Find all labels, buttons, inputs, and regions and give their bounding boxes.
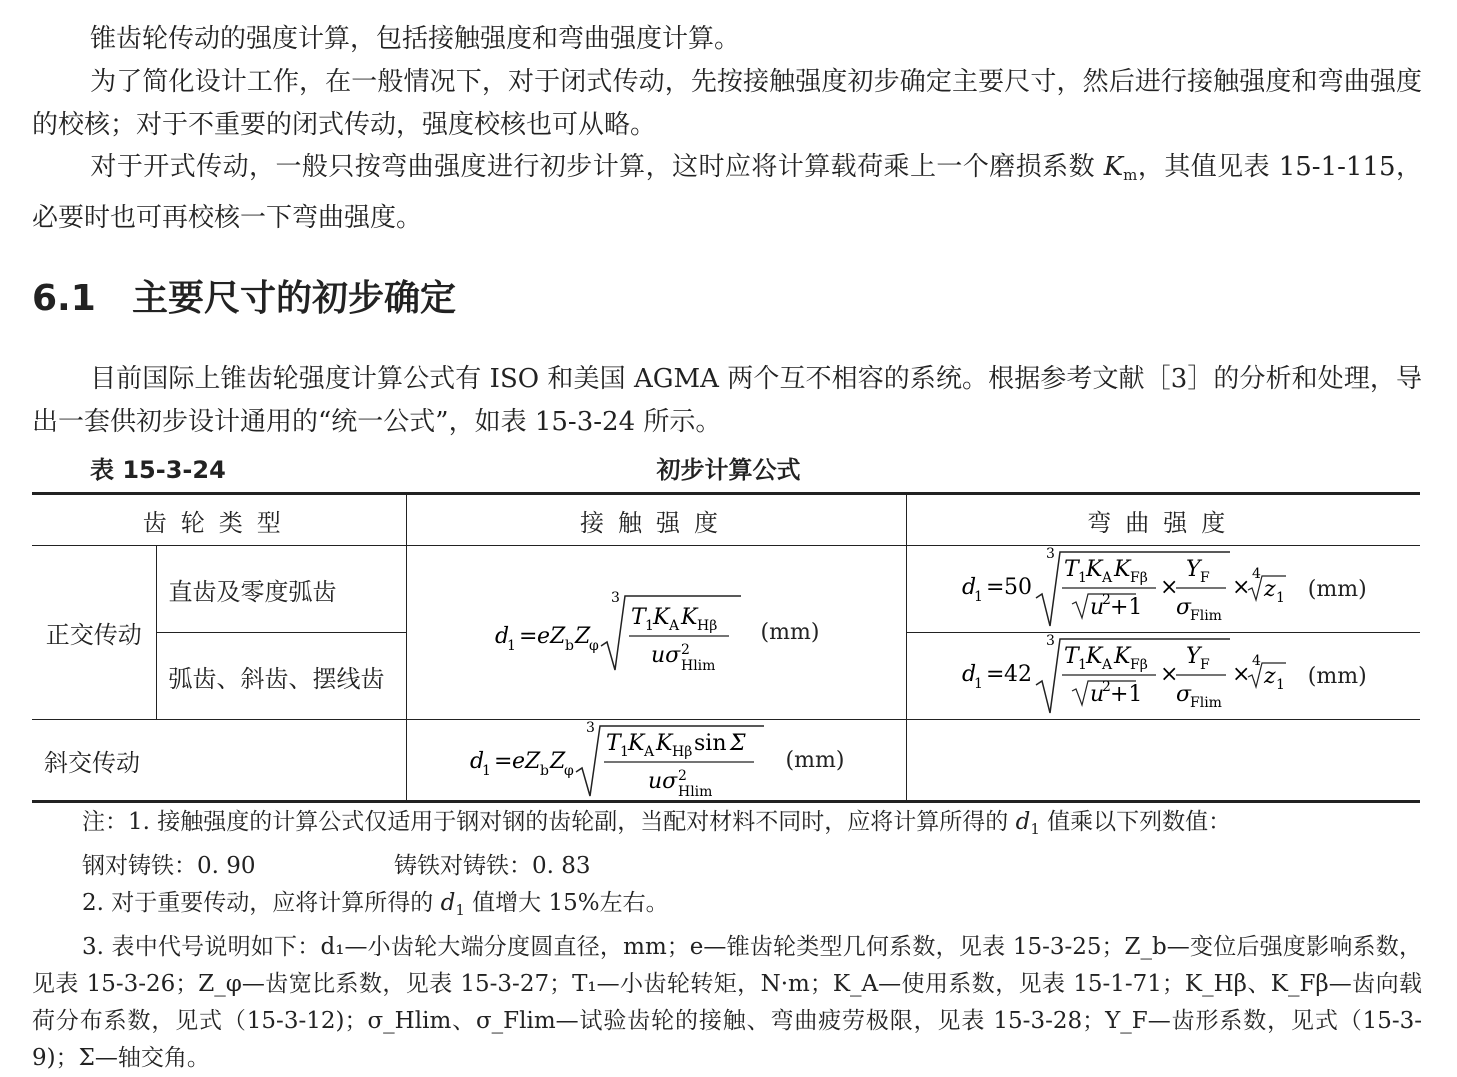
header-bending: 弯曲强度 — [906, 494, 1420, 546]
contact-formula-oblique-math — [468, 720, 768, 800]
contact-formula-orthogonal-math — [493, 588, 743, 678]
note-3-text: 3. 表中代号说明如下：d₁—小齿轮大端分度圆直径，mm；e—锥齿轮类型几何系数，见表 15-3-25；Z_b—变位后强度影响系数，见表 15-3-26；Z_φ—齿宽比系数，见表 15-3-27；T₁—小齿轮转矩，N·m；K_A—使用系数，见表 15-1-71；K_Hβ、K_Fβ—齿向载荷分布系数，见式（15-3-12)；σ_Hlim、σ_Flim—试验齿轮的接触、弯曲疲劳极限，见表 15-3-28；Y_F—齿形系数，见式（15-3-9)；Σ—轴交角。 — [32, 934, 1422, 1071]
svg-text:1: 1 — [619, 744, 629, 760]
table-title: 初步计算公式 — [656, 456, 801, 484]
svg-text:T: T — [1063, 557, 1079, 582]
svg-text:T: T — [1063, 644, 1079, 669]
svg-text:K: K — [655, 731, 672, 756]
svg-text:×: × — [1159, 662, 1179, 687]
svg-text:2: 2 — [680, 641, 690, 658]
svg-text:×: × — [1231, 662, 1251, 687]
svg-text:Σ: Σ — [729, 731, 746, 756]
svg-text:Hβ: Hβ — [696, 617, 717, 634]
note-1: 注：1. 接触强度的计算公式仅适用于钢对钢的齿轮副，当配对材料不同时，应将计算所得的 $d_1$ 值乘以下列数值： — [82, 809, 1232, 838]
svg-text:1: 1 — [1077, 657, 1087, 673]
bending-formula-spiral — [906, 633, 1420, 720]
svg-text:Y: Y — [1185, 557, 1201, 582]
svg-text:1: 1 — [973, 589, 983, 605]
svg-text:K: K — [1085, 557, 1103, 582]
svg-text:σ: σ — [1175, 682, 1191, 707]
svg-text:K: K — [1085, 644, 1103, 669]
svg-text:z: z — [1263, 577, 1276, 602]
unit-contact-orthogonal: (mm) — [760, 620, 820, 645]
svg-text:4: 4 — [1251, 653, 1261, 669]
svg-text:φ: φ — [588, 637, 599, 654]
svg-text:=: = — [985, 662, 1005, 687]
note-2-text-a: 2. 对于重要传动，应将计算所得的 — [82, 890, 434, 916]
intro-text-1: 锥齿轮传动的强度计算，包括接触强度和弯曲强度计算。 — [90, 24, 741, 54]
svg-text:z: z — [1263, 664, 1276, 689]
svg-text:3: 3 — [585, 720, 595, 736]
svg-text:u: u — [1089, 595, 1104, 620]
coef-50: 50 — [1003, 575, 1032, 600]
svg-text:b: b — [539, 763, 549, 779]
svg-text:eZ: eZ — [536, 623, 565, 649]
svg-text:Fβ: Fβ — [1129, 570, 1148, 586]
header-contact: 接触强度 — [406, 494, 906, 546]
svg-text:T: T — [605, 731, 621, 756]
note-1-value-2: 铸铁对铸铁：0. 83 — [394, 853, 591, 879]
table-id: 表 15-3-24 — [90, 456, 226, 484]
svg-text:uσ: uσ — [650, 642, 680, 668]
table-header-row — [32, 494, 1420, 546]
spiral-bevel-label: 弧齿、斜齿、摆线齿 — [156, 633, 406, 720]
svg-text:2: 2 — [1101, 592, 1111, 608]
note-1-text-b: 值乘以下列数值： — [1047, 809, 1232, 835]
svg-text:+1: +1 — [1109, 682, 1143, 707]
svg-text:Flim: Flim — [1189, 608, 1222, 624]
orthogonal-label: 正交传动 — [32, 546, 156, 720]
svg-text:Fβ: Fβ — [1129, 657, 1148, 673]
contact-formula-orthogonal — [406, 546, 906, 720]
svg-text:b: b — [564, 637, 574, 654]
svg-text:d: d — [469, 749, 484, 774]
svg-text:1: 1 — [973, 676, 983, 692]
intro-text-3a: 对于开式传动，一般只按弯曲强度进行初步计算，这时应将计算载荷乘上一个磨损系数 — [90, 152, 1096, 182]
intro-text-2: 为了简化设计工作，在一般情况下，对于闭式传动，先按接触强度初步确定主要尺寸，然后进行接触强度和弯曲强度的校核；对于不重要的闭式传动，强度校核也可从略。 — [32, 67, 1422, 140]
straight-bevel-label: 直齿及零度弧齿 — [156, 546, 406, 633]
svg-text:K: K — [1113, 557, 1131, 582]
svg-text:Hlim: Hlim — [677, 784, 712, 800]
svg-text:3: 3 — [1045, 546, 1055, 562]
section-number: 6.1 — [32, 278, 96, 319]
section-paragraph — [32, 358, 1422, 444]
intro-paragraph-2 — [32, 61, 1422, 147]
svg-text:=: = — [985, 575, 1005, 600]
svg-text:A: A — [668, 617, 679, 634]
svg-text:1: 1 — [506, 637, 516, 654]
svg-text:d: d — [961, 662, 976, 687]
section-text: 目前国际上锥齿轮强度计算公式有 ISO 和美国 AGMA 两个互不相容的系统。根据参考文献［3］的分析和处理，导出一套供初步设计通用的“统一公式”，如表 15-3-24 所示。 — [32, 364, 1422, 437]
bending-formula-50-math — [960, 546, 1290, 632]
oblique-label: 斜交传动 — [32, 720, 406, 802]
note-1-text-a: 注：1. 接触强度的计算公式仅适用于钢对钢的齿轮副，当配对材料不同时，应将计算所得的 — [82, 809, 1009, 835]
svg-text:φ: φ — [563, 763, 574, 779]
svg-text:A: A — [1101, 570, 1112, 586]
svg-text:4: 4 — [1251, 566, 1261, 582]
svg-text:2: 2 — [677, 768, 687, 784]
section-title: 主要尺寸的初步确定 — [132, 278, 457, 319]
svg-text:Hβ: Hβ — [671, 744, 692, 760]
table-row-straight — [32, 546, 1420, 633]
svg-text:2: 2 — [1101, 679, 1111, 695]
svg-text:=: = — [518, 623, 537, 649]
contact-formula-oblique — [406, 720, 906, 802]
svg-text:1: 1 — [1077, 570, 1087, 586]
svg-text:F: F — [1199, 657, 1210, 673]
svg-text:σ: σ — [1175, 595, 1191, 620]
formula-table — [32, 492, 1420, 803]
note-2: 2. 对于重要传动，应将计算所得的 $d_1$ 值增大 15%左右。 — [82, 890, 669, 919]
section-heading — [32, 270, 456, 321]
header-type: 齿轮类型 — [32, 494, 406, 546]
svg-text:1: 1 — [481, 763, 491, 779]
bending-formula-straight — [906, 546, 1420, 633]
note-1-values — [32, 848, 1422, 885]
svg-text:1: 1 — [1275, 677, 1285, 693]
bending-formula-oblique-empty — [906, 720, 1420, 802]
svg-text:Y: Y — [1185, 644, 1201, 669]
note-3 — [32, 929, 1422, 1077]
unit-bending-straight: (mm) — [1307, 576, 1367, 602]
note-1-value-1: 钢对铸铁：0. 90 — [82, 853, 256, 879]
svg-text:3: 3 — [610, 589, 620, 606]
svg-text:3: 3 — [1045, 633, 1055, 649]
intro-paragraph-3 — [32, 146, 1422, 240]
unit-contact-oblique: (mm) — [785, 747, 845, 773]
svg-text:K: K — [680, 604, 697, 630]
table-row-oblique — [32, 720, 1420, 802]
svg-text:uσ: uσ — [647, 769, 677, 794]
svg-text:K: K — [627, 731, 644, 756]
svg-text:=: = — [493, 749, 512, 774]
wear-factor-symbol: K — [1103, 152, 1124, 182]
unit-bending-spiral: (mm) — [1307, 663, 1367, 689]
notes — [32, 804, 1422, 1077]
bending-formula-42-math — [960, 633, 1290, 719]
wear-factor-subscript: m — [1123, 166, 1138, 184]
svg-text:×: × — [1159, 575, 1179, 600]
svg-text:+1: +1 — [1109, 595, 1143, 620]
svg-text:d: d — [494, 623, 509, 649]
svg-text:A: A — [1101, 657, 1112, 673]
svg-text:sin: sin — [693, 731, 727, 756]
note-2-text-b: 值增大 15%左右。 — [472, 890, 669, 916]
svg-text:K: K — [1113, 644, 1131, 669]
intro-paragraph-1 — [32, 18, 1422, 61]
svg-text:d: d — [961, 575, 976, 600]
svg-text:K: K — [652, 604, 669, 630]
svg-text:eZ: eZ — [511, 749, 540, 774]
svg-text:×: × — [1231, 575, 1251, 600]
svg-text:Z: Z — [549, 749, 565, 774]
svg-text:1: 1 — [644, 617, 654, 634]
svg-text:T: T — [630, 604, 646, 630]
svg-text:1: 1 — [1275, 590, 1285, 606]
svg-text:A: A — [643, 744, 654, 760]
svg-text:F: F — [1199, 570, 1210, 586]
svg-text:Z: Z — [574, 623, 590, 649]
svg-text:Hlim: Hlim — [680, 657, 715, 674]
intro-text-3b: ，其值见表 15-1-115，必要时也可再校核一下弯曲强度。 — [32, 152, 1422, 233]
svg-text:u: u — [1089, 682, 1104, 707]
coef-42: 42 — [1003, 662, 1032, 687]
svg-text:Flim: Flim — [1189, 695, 1222, 711]
